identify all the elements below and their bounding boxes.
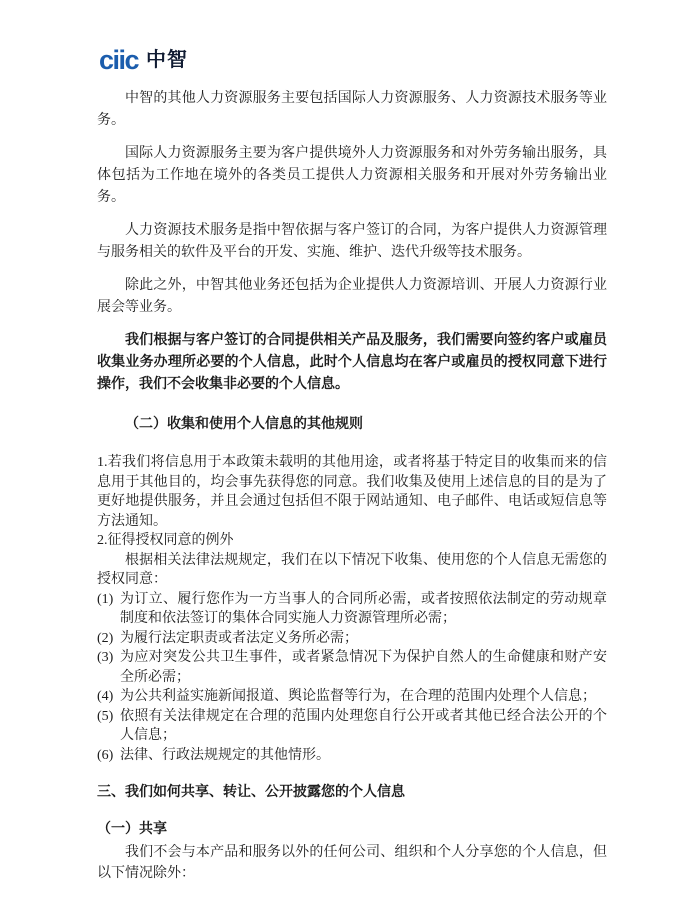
exception-item: [97, 687, 607, 707]
intro-paragraph: 除此之外，中智其他业务还包括为企业提供人力资源培训、开展人力资源行业展会等业务。: [97, 278, 607, 315]
exception-number: (3): [97, 650, 114, 665]
section2-heading: （二）收集和使用个人信息的其他规则: [125, 417, 363, 432]
exception-item: [97, 648, 607, 687]
section3-heading: 三、我们如何共享、转让、公开披露您的个人信息: [97, 785, 405, 800]
exception-number: (1): [97, 591, 114, 607]
exception-text: 为公共利益实施新闻报道、舆论监督等行为，在合理的范围内处理个人信息；: [120, 689, 596, 704]
exception-text: 法律、行政法规规定的其他情形。: [120, 747, 330, 763]
share-paragraph: 我们不会与本产品和服务以外的任何公司、组织和个人分享您的个人信息，但以下情况除外：: [97, 845, 607, 881]
rule2-title: 2.征得授权同意的例外: [97, 533, 234, 548]
rule1-paragraph: 1.若我们将信息用于本政策未载明的其他用途，或者将基于特定目的收集而来的信息用于其他目的，均会事先获得您的同意。我们收集及使用上述信息的目的是为了更好地提供服务，并且会通过包括但不限于网站通知、电子邮件、电话或短信息等方法通知。: [97, 455, 607, 529]
company-logo: [99, 46, 607, 74]
exception-number: (5): [97, 708, 114, 724]
rules-block: [97, 453, 607, 765]
exception-number: (2): [97, 630, 114, 646]
exception-number: (6): [97, 747, 114, 763]
exception-item: [97, 629, 607, 649]
intro-paragraph: 中智的其他人力资源服务主要包括国际人力资源服务、人力资源技术服务等业务。: [97, 91, 607, 128]
subsection-share-heading: （一）共享: [97, 822, 167, 837]
exception-text: 为应对突发公共卫生事件，或者紧急情况下为保护自然人的生命健康和财产安全所必需；: [120, 650, 607, 685]
exception-text: 为订立、履行您作为一方当事人的合同所必需，或者按照依法制定的劳动规章制度和依法签订的集体合同实施人力资源管理所必需；: [120, 591, 607, 626]
exception-item: [97, 590, 607, 629]
exception-text: 为履行法定职责或者法定义务所必需；: [120, 630, 358, 646]
ciic-logo-latin: ciic: [99, 44, 139, 75]
intro-paragraph: 国际人力资源服务主要为客户提供境外人力资源服务和对外劳务输出服务，具体包括为工作地在境外的各类员工提供人力资源相关服务和开展对外劳务输出业务。: [97, 146, 607, 205]
emphasis-paragraph: 我们根据与客户签订的合同提供相关产品及服务，我们需要向签约客户或雇员收集业务办理所必要的个人信息，此时个人信息均在客户或雇员的授权同意下进行操作，我们不会收集非必要的个人信息。: [97, 333, 607, 392]
exception-item: [97, 707, 607, 746]
exception-item: [97, 746, 607, 766]
exception-text: 依照有关法律规定在合理的范围内处理您自行公开或者其他已经合法公开的个人信息；: [120, 708, 607, 743]
ciic-logo-chinese: 中智: [146, 49, 189, 71]
exception-number: (4): [97, 689, 114, 704]
rule2-intro: 根据相关法律法规规定，我们在以下情况下收集、使用您的个人信息无需您的授权同意：: [97, 552, 607, 587]
intro-paragraph: 人力资源技术服务是指中智依据与客户签订的合同，为客户提供人力资源管理与服务相关的软件及平台的开发、实施、维护、迭代升级等技术服务。: [97, 223, 607, 260]
